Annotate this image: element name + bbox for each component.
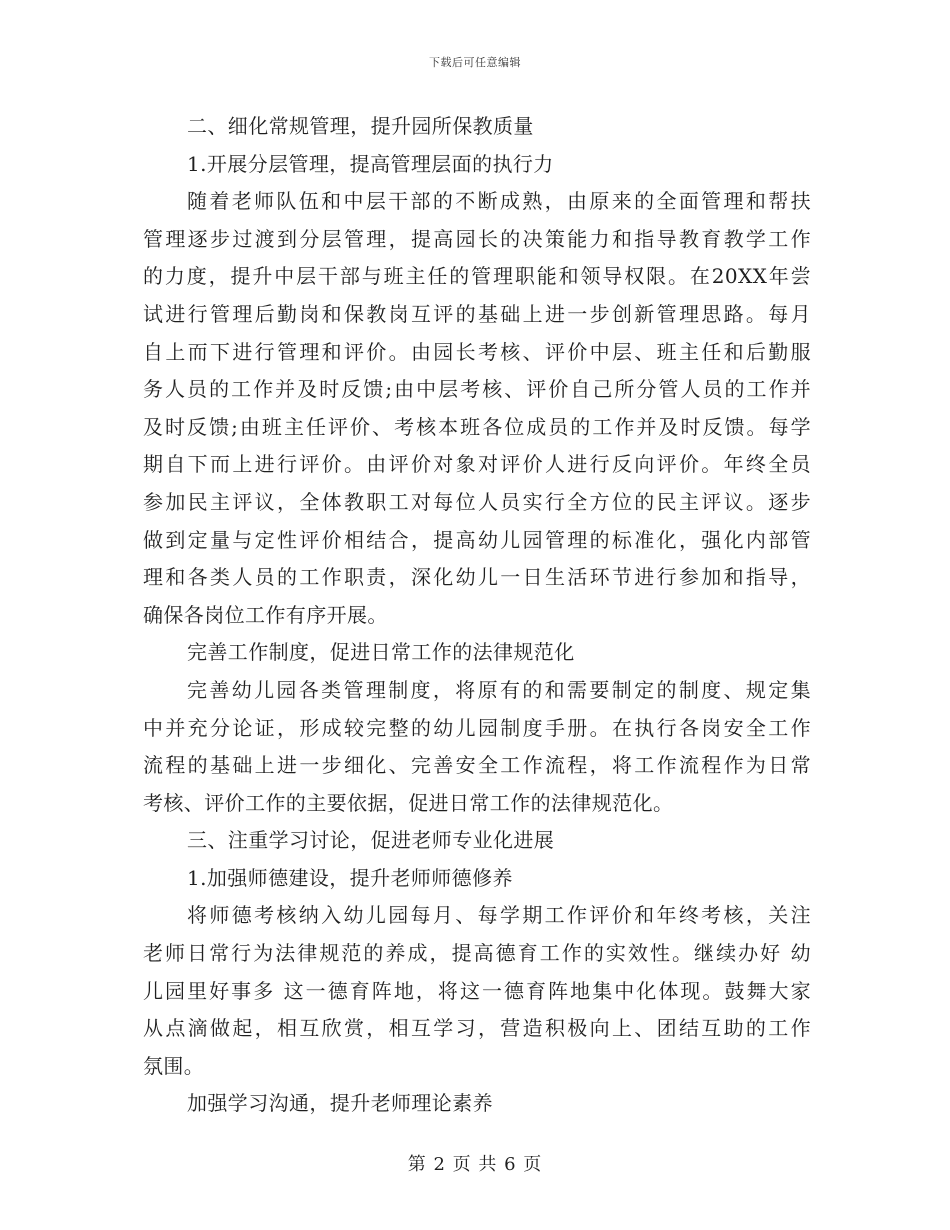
paragraph-line: 及时反馈;由班主任评价、考核本班各位成员的工作并及时反馈。每学 [143, 414, 811, 439]
paragraph-line: 随着老师队伍和中层干部的不断成熟，由原来的全面管理和帮扶 [187, 189, 811, 214]
paragraph-line: 自上而下进行管理和评价。由园长考核、评价中层、班主任和后勤服 [143, 339, 811, 364]
paragraph-line: 务人员的工作并及时反馈;由中层考核、评价自己所分管人员的工作并 [143, 377, 811, 402]
paragraph-line: 管理逐步过渡到分层管理，提高园长的决策能力和指导教育教学工作 [143, 226, 811, 251]
paragraph-line: 中并充分论证，形成较完整的幼儿园制度手册。在执行各岗安全工作 [143, 715, 811, 740]
page-number: 第 2 页 共 6 页 [407, 1154, 543, 1175]
paragraph-line: 流程的基础上进一步细化、完善安全工作流程，将工作流程作为日常 [143, 753, 811, 778]
paragraph-line: 做到定量与定性评价相结合，提高幼儿园管理的标准化，强化内部管 [143, 527, 811, 552]
paragraph-line: 老师日常行为法律规范的养成，提高德育工作的实效性。继续办好 幼 [143, 941, 811, 966]
page-header-note: 下载后可任意编辑 [429, 56, 521, 69]
paragraph-line: 试进行管理后勤岗和保教岗互评的基础上进一步创新管理思路。每月 [143, 301, 811, 326]
subheading-layered-management: 1.开展分层管理，提高管理层面的执行力 [187, 151, 554, 176]
paragraph-line: 从点滴做起，相互欣赏，相互学习，营造积极向上、团结互助的工作 [143, 1016, 811, 1041]
subheading-work-system: 完善工作制度，促进日常工作的法律规范化 [187, 640, 575, 665]
paragraph-line: 完善幼儿园各类管理制度，将原有的和需要制定的制度、规定集 [187, 677, 811, 702]
paragraph-line-last: 氛围。 [143, 1053, 205, 1078]
paragraph-line: 参加民主评议，全体教职工对每位人员实行全方位的民主评议。逐步 [143, 489, 811, 514]
paragraph-line: 理和各类人员的工作职责，深化幼儿一日生活环节进行参加和指导， [143, 565, 811, 590]
paragraph-line-last: 考核、评价工作的主要依据，促进日常工作的法律规范化。 [143, 790, 674, 815]
paragraph-line: 期自下而上进行评价。由评价对象对评价人进行反向评价。年终全员 [143, 452, 811, 477]
subheading-study-communication: 加强学习沟通，提升老师理论素养 [187, 1091, 493, 1116]
subheading-teacher-ethics: 1.加强师德建设，提升老师师德修养 [187, 865, 513, 890]
paragraph-line: 的力度，提升中层干部与班主任的管理职能和领导权限。在20XX年尝 [143, 264, 811, 289]
paragraph-line-last: 确保各岗位工作有序开展。 [143, 602, 388, 627]
document-body [143, 108, 811, 1123]
paragraph-line: 将师德考核纳入幼儿园每月、每学期工作评价和年终考核，关注 [187, 903, 811, 928]
section-heading-3: 三、注重学习讨论，促进老师专业化进展 [187, 828, 555, 853]
section-heading-2: 二、细化常规管理，提升园所保教质量 [187, 114, 534, 138]
paragraph-line: 儿园里好事多 这一德育阵地，将这一德育阵地集中化体现。鼓舞大家 [143, 978, 811, 1003]
